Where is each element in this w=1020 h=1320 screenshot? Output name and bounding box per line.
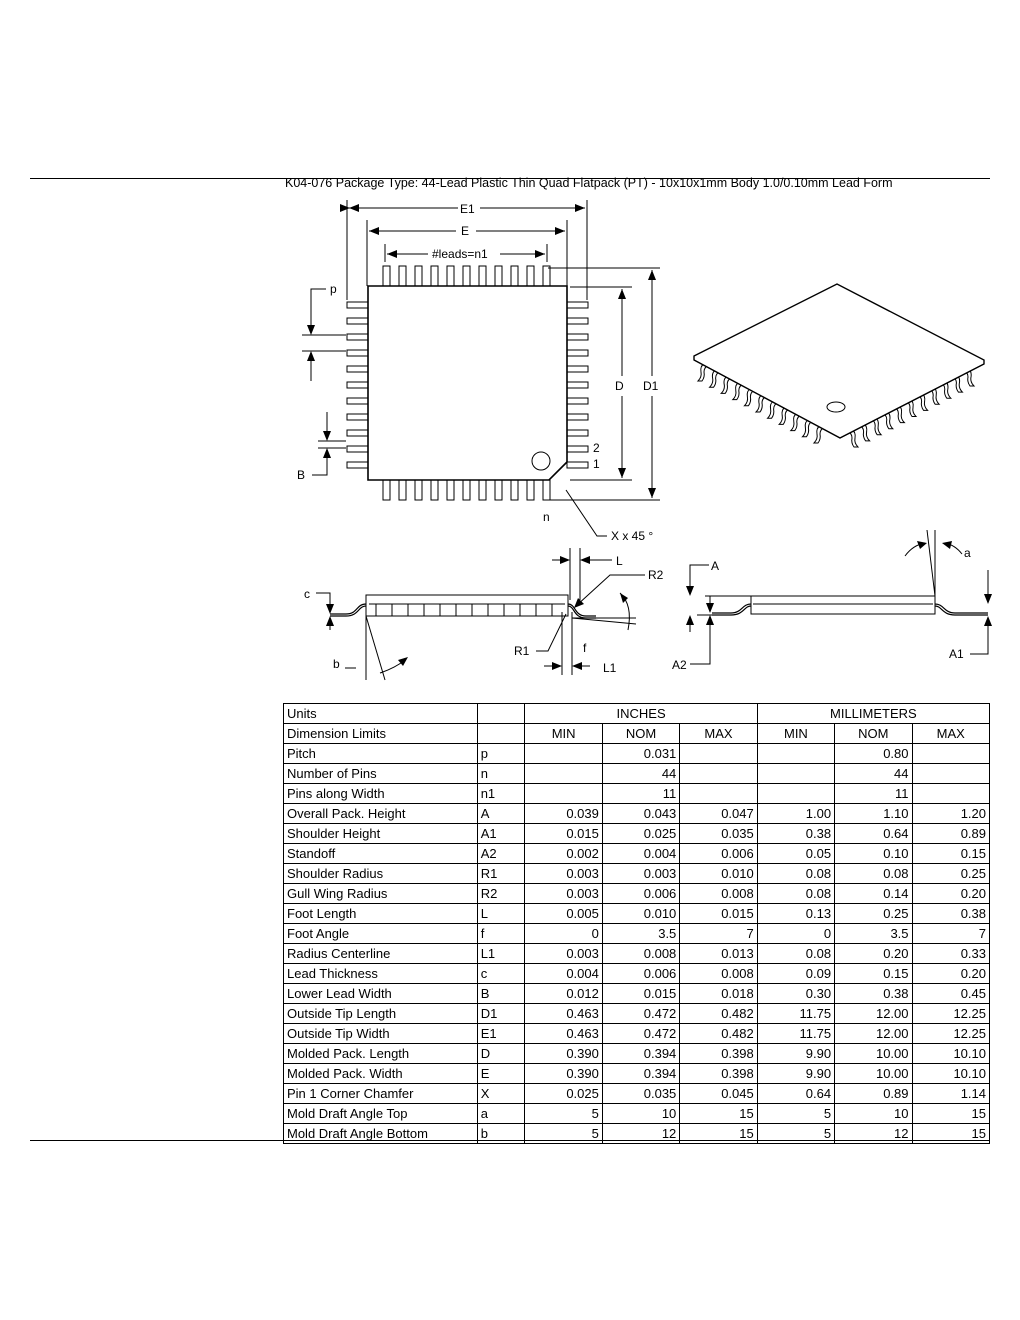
cell-in-nom: 0.394 <box>602 1064 679 1084</box>
cell-mm-nom: 12.00 <box>835 1024 912 1044</box>
lead-bottom <box>495 480 502 500</box>
cell-mm-min: 11.75 <box>757 1004 834 1024</box>
cell-mm-min: 0.09 <box>757 964 834 984</box>
cell-name: Foot Length <box>284 904 478 924</box>
cell-mm-max: 10.10 <box>912 1044 989 1064</box>
cell-mm-min: 0.38 <box>757 824 834 844</box>
cell-in-max: 0.398 <box>680 1064 757 1084</box>
cell-mm-min: 5 <box>757 1104 834 1124</box>
lead-top <box>399 266 406 286</box>
cell-in-max <box>680 784 757 804</box>
cell-mm-nom: 0.38 <box>835 984 912 1004</box>
cell-mm-min: 1.00 <box>757 804 834 824</box>
cell-in-min: 0.003 <box>525 944 602 964</box>
cell-in-max: 0.008 <box>680 964 757 984</box>
lead-left <box>347 302 368 308</box>
cell-in-max: 0.398 <box>680 1044 757 1064</box>
cell-name: Number of Pins <box>284 764 478 784</box>
cell-mm-min <box>757 764 834 784</box>
lead-bottom <box>463 480 470 500</box>
cell-name: Outside Tip Width <box>284 1024 478 1044</box>
cell-in-nom: 44 <box>602 764 679 784</box>
cell-name: Foot Angle <box>284 924 478 944</box>
cell-mm-nom: 0.89 <box>835 1084 912 1104</box>
cell-sym: E1 <box>477 1024 525 1044</box>
lead-top <box>495 266 502 286</box>
label-L1: L1 <box>603 661 617 675</box>
lead-top <box>543 266 550 286</box>
cell-in-min: 0.390 <box>525 1064 602 1084</box>
cell-in-min: 0.463 <box>525 1024 602 1044</box>
table-row <box>284 804 990 824</box>
cell-sym: f <box>477 924 525 944</box>
cell-sym: c <box>477 964 525 984</box>
table-row <box>284 964 990 984</box>
side-view-left-labels <box>304 554 664 675</box>
label-R1: R1 <box>514 644 530 658</box>
cell-in-min: 0.002 <box>525 844 602 864</box>
table-row <box>284 1004 990 1024</box>
lead-top <box>463 266 470 286</box>
cell-mm-max: 1.20 <box>912 804 989 824</box>
cell-in-nom: 0.025 <box>602 824 679 844</box>
cell-mm-min <box>757 784 834 804</box>
lead-left <box>347 462 368 468</box>
lead-top <box>527 266 534 286</box>
cell-sym: B <box>477 984 525 1004</box>
cell-mm-max: 0.89 <box>912 824 989 844</box>
lead-bottom <box>447 480 454 500</box>
cell-mm-max: 0.25 <box>912 864 989 884</box>
label-c: c <box>304 587 310 601</box>
cell-in-min: 5 <box>525 1104 602 1124</box>
cell-mm-max: 10.10 <box>912 1064 989 1084</box>
table-row <box>284 984 990 1004</box>
label-p: p <box>330 282 337 296</box>
table-row <box>284 1024 990 1044</box>
cell-name: Pitch <box>284 744 478 764</box>
package-title: K04-076 Package Type: 44-Lead Plastic Thin Quad Flatpack (PT) - 10x10x1mm Body 1.0/0.10mm Lead Form <box>285 176 893 190</box>
cell-mm-min: 5 <box>757 1124 834 1144</box>
label-A: A <box>711 559 720 573</box>
cell-mm-nom: 10.00 <box>835 1064 912 1084</box>
cell-in-nom: 0.006 <box>602 964 679 984</box>
cell-sym: n <box>477 764 525 784</box>
label-D1: D1 <box>643 379 659 393</box>
cell-mm-min: 9.90 <box>757 1044 834 1064</box>
cell-in-nom: 0.394 <box>602 1044 679 1064</box>
cell-in-min: 0.015 <box>525 824 602 844</box>
lead-bottom <box>415 480 422 500</box>
label-b: b <box>333 657 340 671</box>
lead-top <box>479 266 486 286</box>
cell-mm-max: 0.45 <box>912 984 989 1004</box>
pins-left <box>347 302 368 468</box>
in-nom-header: NOM <box>602 724 679 744</box>
cell-mm-max: 0.20 <box>912 884 989 904</box>
mm-min-header: MIN <box>757 724 834 744</box>
lead-left <box>347 350 368 356</box>
cell-in-nom: 0.008 <box>602 944 679 964</box>
in-min-header: MIN <box>525 724 602 744</box>
cell-mm-nom: 12 <box>835 1124 912 1144</box>
cell-mm-nom: 0.15 <box>835 964 912 984</box>
cell-in-nom: 11 <box>602 784 679 804</box>
table-row <box>284 944 990 964</box>
label-A2: A2 <box>672 658 687 672</box>
cell-sym: L <box>477 904 525 924</box>
cell-mm-max: 12.25 <box>912 1004 989 1024</box>
lead-right <box>567 334 588 340</box>
cell-mm-nom: 0.10 <box>835 844 912 864</box>
cell-sym: n1 <box>477 784 525 804</box>
cell-in-max: 0.018 <box>680 984 757 1004</box>
lead-right <box>567 302 588 308</box>
table-row <box>284 924 990 944</box>
limits-label: Dimension Limits <box>284 724 478 744</box>
cell-mm-max <box>912 744 989 764</box>
side-view-right-labels <box>672 546 971 672</box>
cell-in-nom: 12 <box>602 1124 679 1144</box>
cell-in-max: 0.482 <box>680 1024 757 1044</box>
cell-mm-max <box>912 764 989 784</box>
cell-sym: X <box>477 1084 525 1104</box>
label-E: E <box>461 224 470 238</box>
lead-right <box>567 382 588 388</box>
lead-right <box>567 350 588 356</box>
lead-bottom <box>431 480 438 500</box>
cell-in-min: 0.003 <box>525 864 602 884</box>
cell-in-nom: 3.5 <box>602 924 679 944</box>
table-row <box>284 844 990 864</box>
cell-mm-nom: 0.64 <box>835 824 912 844</box>
lead-left <box>347 334 368 340</box>
cell-in-min: 0.025 <box>525 1084 602 1104</box>
label-f: f <box>583 641 587 655</box>
cell-in-min: 0.003 <box>525 884 602 904</box>
cell-name: Outside Tip Length <box>284 1004 478 1024</box>
table-row <box>284 764 990 784</box>
cell-mm-min: 0.30 <box>757 984 834 1004</box>
cell-in-nom: 0.035 <box>602 1084 679 1104</box>
table-row <box>284 744 990 764</box>
cell-name: Mold Draft Angle Top <box>284 1104 478 1124</box>
label-n: n <box>543 510 550 524</box>
bottom-rule <box>30 1140 990 1141</box>
cell-sym: A1 <box>477 824 525 844</box>
cell-in-max: 0.015 <box>680 904 757 924</box>
label-R2: R2 <box>648 568 664 582</box>
table-row <box>284 884 990 904</box>
lead-top <box>415 266 422 286</box>
lead-bottom <box>543 480 550 500</box>
cell-in-max: 15 <box>680 1104 757 1124</box>
cell-in-min <box>525 744 602 764</box>
pins-top <box>383 266 550 286</box>
lead-top <box>383 266 390 286</box>
lead-left <box>347 366 368 372</box>
cell-sym: D <box>477 1044 525 1064</box>
cell-mm-nom: 0.80 <box>835 744 912 764</box>
cell-in-nom: 0.472 <box>602 1004 679 1024</box>
cell-mm-nom: 3.5 <box>835 924 912 944</box>
cell-sym: A2 <box>477 844 525 864</box>
cell-mm-min: 0.13 <box>757 904 834 924</box>
cell-name: Pin 1 Corner Chamfer <box>284 1084 478 1104</box>
label-pin1: 1 <box>593 457 600 471</box>
lead-right <box>567 398 588 404</box>
lead-right <box>567 446 588 452</box>
cell-mm-max <box>912 784 989 804</box>
mm-max-header: MAX <box>912 724 989 744</box>
side-view-right <box>686 530 992 664</box>
package-3d-view <box>694 284 984 447</box>
cell-in-min: 0.012 <box>525 984 602 1004</box>
cell-mm-min: 0.08 <box>757 944 834 964</box>
cell-mm-max: 0.33 <box>912 944 989 964</box>
label-chamfer: X x 45 ° <box>611 529 654 543</box>
cell-mm-min: 0 <box>757 924 834 944</box>
label-a: a <box>964 546 971 560</box>
cell-sym: D1 <box>477 1004 525 1024</box>
lead-bottom <box>399 480 406 500</box>
cell-mm-nom: 10 <box>835 1104 912 1124</box>
cell-sym: a <box>477 1104 525 1124</box>
cell-in-min <box>525 784 602 804</box>
lead-top <box>447 266 454 286</box>
cell-in-min: 0.463 <box>525 1004 602 1024</box>
label-E1: E1 <box>460 202 475 216</box>
in-max-header: MAX <box>680 724 757 744</box>
lead-left <box>347 414 368 420</box>
cell-in-min: 0.390 <box>525 1044 602 1064</box>
cell-in-nom: 10 <box>602 1104 679 1124</box>
lead-bottom <box>383 480 390 500</box>
cell-sym: A <box>477 804 525 824</box>
lead-left <box>347 430 368 436</box>
cell-in-max: 0.482 <box>680 1004 757 1024</box>
cell-name: Molded Pack. Length <box>284 1044 478 1064</box>
table-row <box>284 864 990 884</box>
cell-mm-max: 7 <box>912 924 989 944</box>
cell-mm-nom: 0.25 <box>835 904 912 924</box>
table-row <box>284 1084 990 1104</box>
cell-in-min: 5 <box>525 1124 602 1144</box>
cell-sym: L1 <box>477 944 525 964</box>
label-L: L <box>616 554 623 568</box>
cell-mm-nom: 12.00 <box>835 1004 912 1024</box>
label-B: B <box>297 468 306 482</box>
cell-name: Lower Lead Width <box>284 984 478 1004</box>
cell-mm-min: 11.75 <box>757 1024 834 1044</box>
cell-in-nom: 0.004 <box>602 844 679 864</box>
cell-in-max: 0.013 <box>680 944 757 964</box>
lead-right <box>567 414 588 420</box>
cell-in-min: 0 <box>525 924 602 944</box>
cell-mm-max: 1.14 <box>912 1084 989 1104</box>
lead-top <box>511 266 518 286</box>
cell-mm-max: 0.20 <box>912 964 989 984</box>
lead-right <box>567 366 588 372</box>
table-row <box>284 784 990 804</box>
cell-sym: p <box>477 744 525 764</box>
cell-name: Lead Thickness <box>284 964 478 984</box>
lead-bottom <box>527 480 534 500</box>
cell-mm-nom: 0.20 <box>835 944 912 964</box>
cell-mm-max: 15 <box>912 1104 989 1124</box>
cell-in-nom: 0.031 <box>602 744 679 764</box>
cell-mm-max: 0.38 <box>912 904 989 924</box>
lead-left <box>347 382 368 388</box>
cell-sym: R1 <box>477 864 525 884</box>
cell-sym: b <box>477 1124 525 1144</box>
cell-name: Pins along Width <box>284 784 478 804</box>
dimension-table-wrapper <box>283 703 990 1144</box>
cell-mm-nom: 0.14 <box>835 884 912 904</box>
cell-mm-min: 9.90 <box>757 1064 834 1084</box>
cell-in-max: 0.045 <box>680 1084 757 1104</box>
cell-in-max: 0.035 <box>680 824 757 844</box>
cell-name: Mold Draft Angle Bottom <box>284 1124 478 1144</box>
cell-name: Shoulder Radius <box>284 864 478 884</box>
lead-right <box>567 430 588 436</box>
cell-mm-nom: 1.10 <box>835 804 912 824</box>
cell-mm-min: 0.08 <box>757 884 834 904</box>
lead-right <box>567 318 588 324</box>
cell-in-max: 0.006 <box>680 844 757 864</box>
millimeters-header: MILLIMETERS <box>757 704 989 724</box>
cell-mm-min: 0.05 <box>757 844 834 864</box>
cell-sym: R2 <box>477 884 525 904</box>
cell-in-nom: 0.472 <box>602 1024 679 1044</box>
lead-right <box>567 462 588 468</box>
cell-in-max: 7 <box>680 924 757 944</box>
table-row <box>284 1064 990 1084</box>
label-leads: #leads=n1 <box>432 247 488 261</box>
cell-mm-min <box>757 744 834 764</box>
lead-left <box>347 446 368 452</box>
cell-in-max <box>680 764 757 784</box>
cell-in-max: 0.010 <box>680 864 757 884</box>
label-D: D <box>615 379 624 393</box>
side-view-left <box>316 548 645 680</box>
cell-name: Shoulder Height <box>284 824 478 844</box>
table-row <box>284 904 990 924</box>
cell-in-max: 0.008 <box>680 884 757 904</box>
lead-bottom <box>511 480 518 500</box>
cell-in-max: 0.047 <box>680 804 757 824</box>
cell-mm-max: 15 <box>912 1124 989 1144</box>
cell-in-min: 0.004 <box>525 964 602 984</box>
lead-left <box>347 318 368 324</box>
units-label: Units <box>284 704 478 724</box>
lead-left <box>347 398 368 404</box>
cell-in-min: 0.005 <box>525 904 602 924</box>
cell-sym: E <box>477 1064 525 1084</box>
lead-bottom <box>479 480 486 500</box>
cell-in-nom: 0.003 <box>602 864 679 884</box>
cell-in-nom: 0.015 <box>602 984 679 1004</box>
table-row <box>284 1104 990 1124</box>
cell-name: Overall Pack. Height <box>284 804 478 824</box>
pin1-marker <box>532 452 550 470</box>
cell-in-min: 0.039 <box>525 804 602 824</box>
table-row <box>284 824 990 844</box>
pins-right <box>567 302 588 468</box>
cell-in-nom: 0.006 <box>602 884 679 904</box>
table-row <box>284 1044 990 1064</box>
cell-mm-min: 0.08 <box>757 864 834 884</box>
cell-in-max <box>680 744 757 764</box>
label-A1: A1 <box>949 647 964 661</box>
cell-mm-min: 0.64 <box>757 1084 834 1104</box>
pins-bottom <box>383 480 550 500</box>
cell-name: Gull Wing Radius <box>284 884 478 904</box>
cell-in-nom: 0.010 <box>602 904 679 924</box>
cell-mm-max: 12.25 <box>912 1024 989 1044</box>
cell-in-nom: 0.043 <box>602 804 679 824</box>
lead-top <box>431 266 438 286</box>
cell-name: Standoff <box>284 844 478 864</box>
cell-name: Radius Centerline <box>284 944 478 964</box>
table-header-limits <box>284 724 990 744</box>
cell-in-min <box>525 764 602 784</box>
inches-header: INCHES <box>525 704 757 724</box>
cell-mm-nom: 44 <box>835 764 912 784</box>
cell-mm-nom: 10.00 <box>835 1044 912 1064</box>
cell-mm-nom: 11 <box>835 784 912 804</box>
cell-name: Molded Pack. Width <box>284 1064 478 1084</box>
table-header-units <box>284 704 990 724</box>
cell-mm-max: 0.15 <box>912 844 989 864</box>
cell-in-max: 15 <box>680 1124 757 1144</box>
label-pin2: 2 <box>593 441 600 455</box>
package-body <box>368 286 567 480</box>
cell-mm-nom: 0.08 <box>835 864 912 884</box>
dimension-table <box>283 703 990 1144</box>
mm-nom-header: NOM <box>835 724 912 744</box>
